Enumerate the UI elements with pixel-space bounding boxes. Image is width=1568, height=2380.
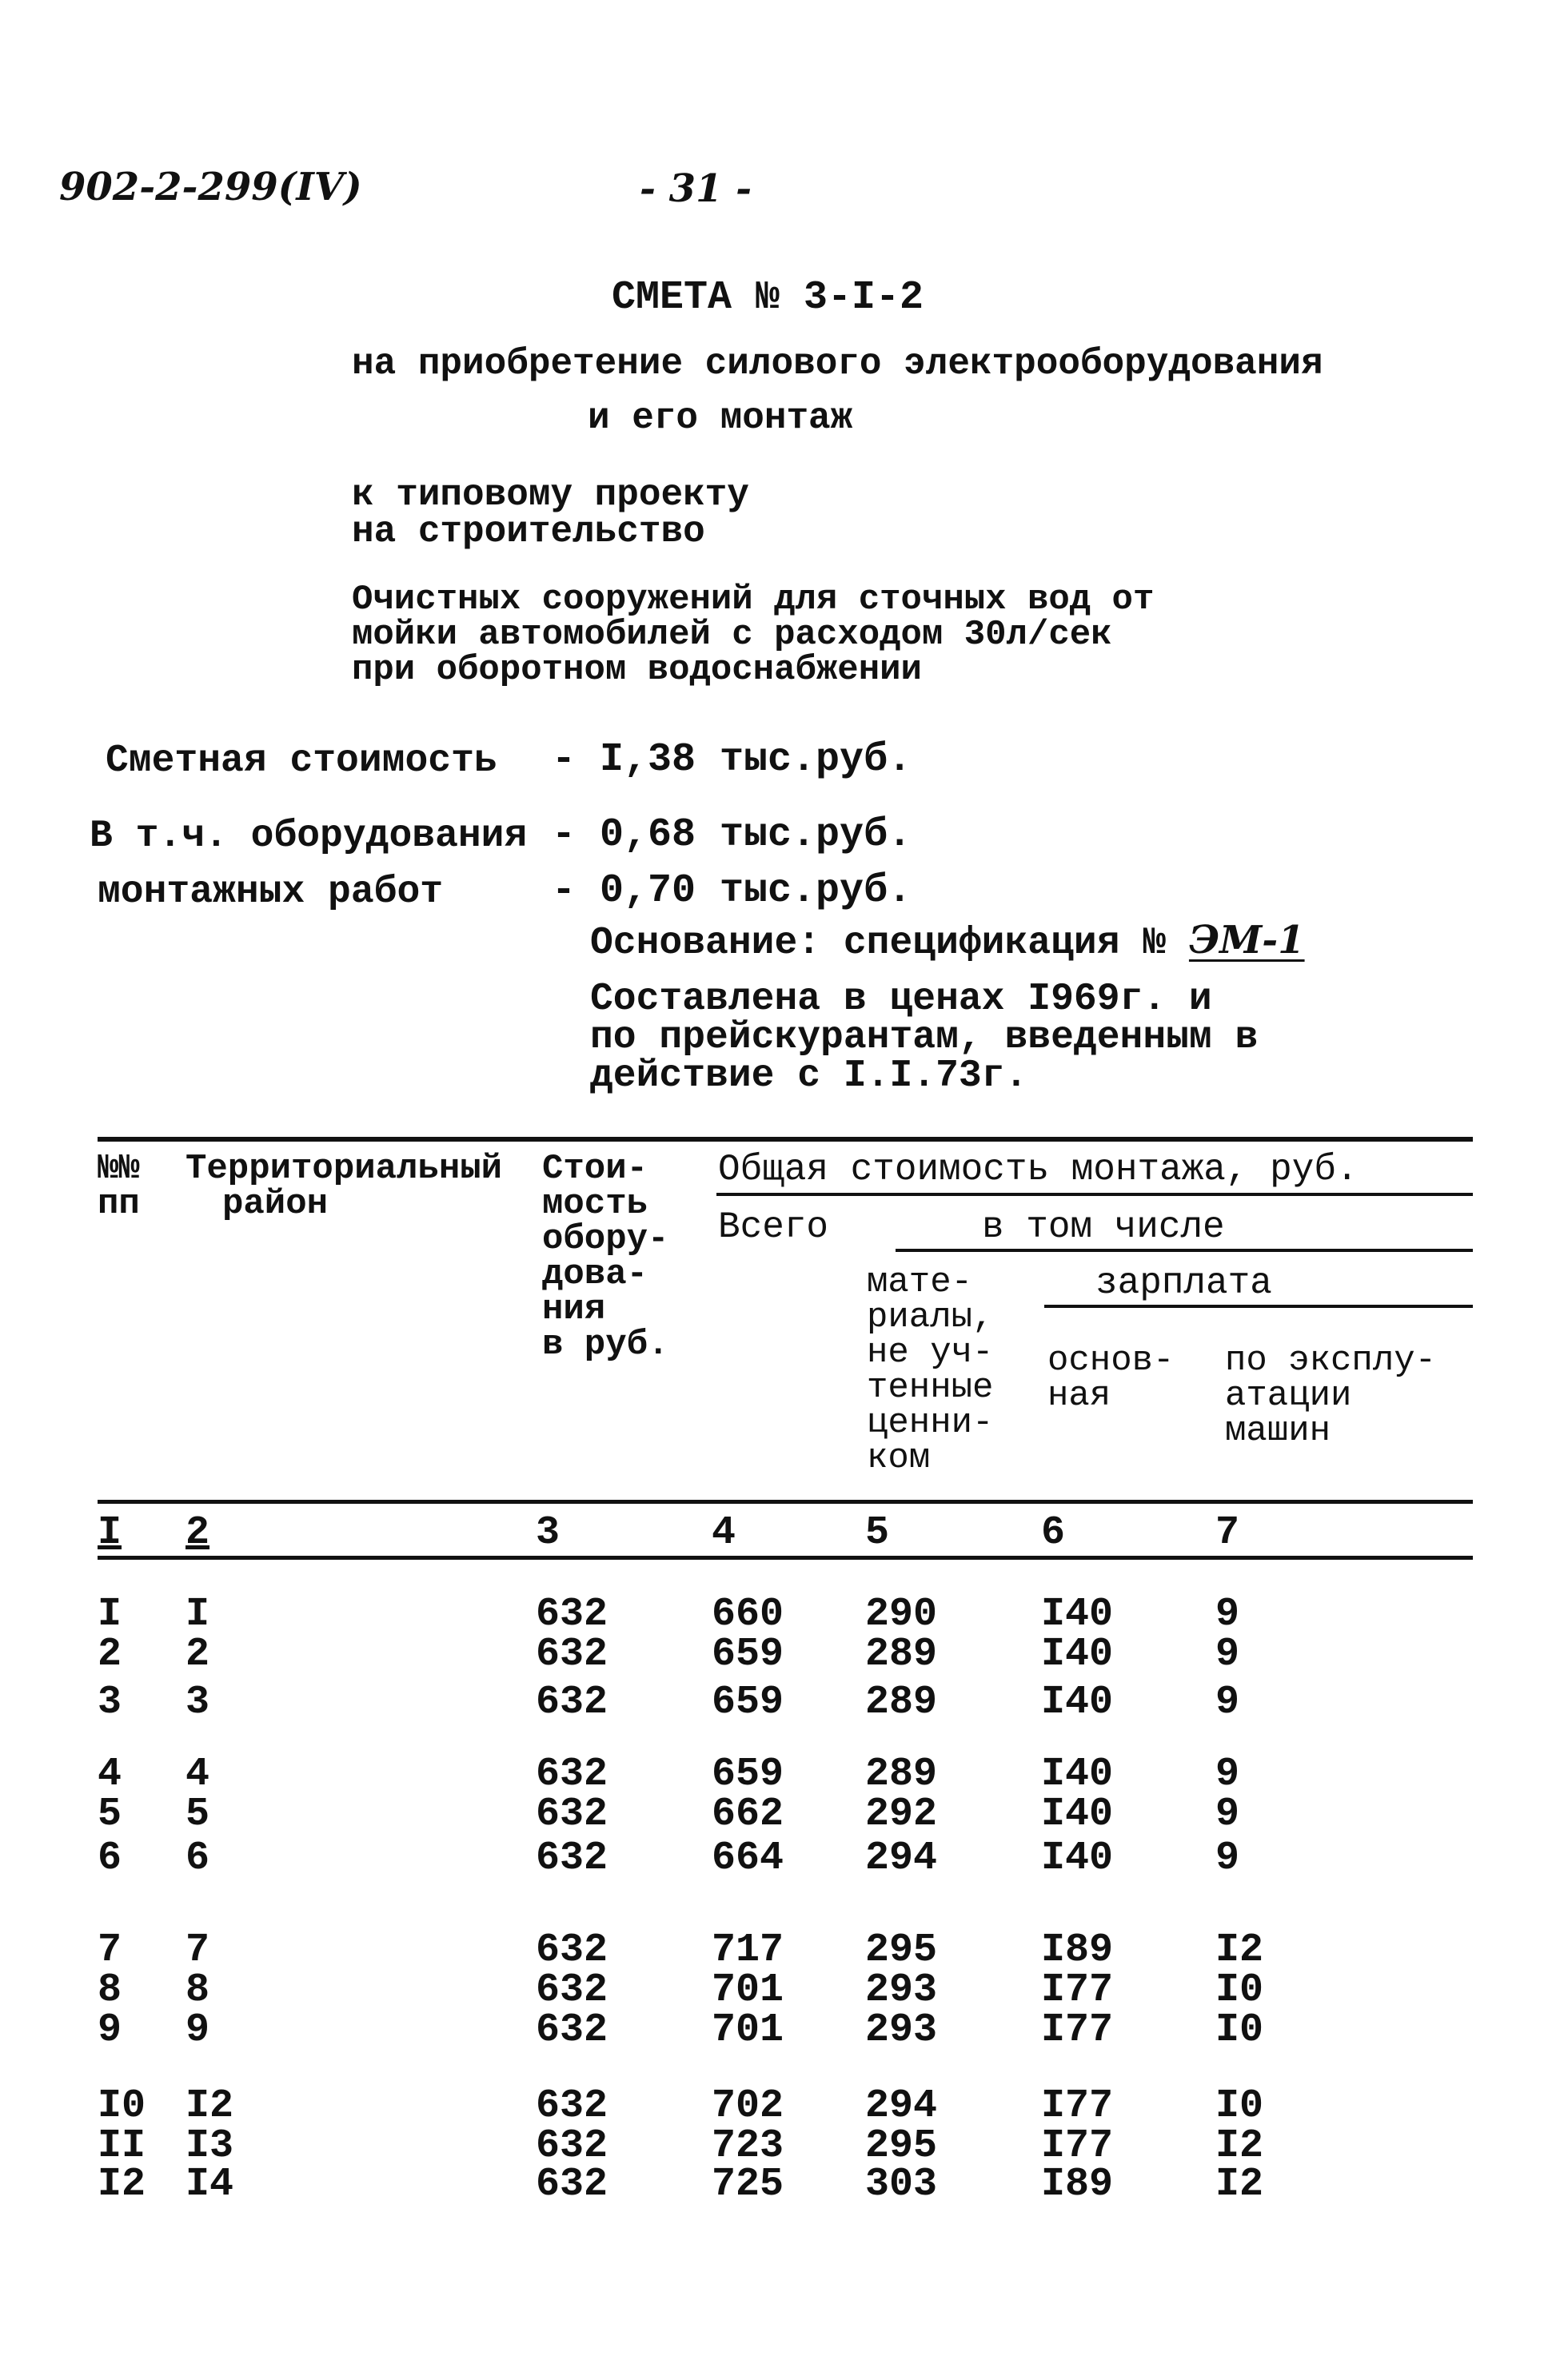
- equipment-cost-label: В т.ч. оборудования: [90, 815, 528, 858]
- table-cell: I77: [1041, 2007, 1114, 2053]
- table-cell: 632: [536, 1752, 608, 1797]
- table-cell: 8: [98, 1967, 122, 2013]
- table-cell: 725: [712, 2162, 784, 2207]
- page-number: - 31 -: [640, 166, 752, 211]
- table-cell: 632: [536, 1967, 608, 2013]
- table-cell: 289: [865, 1680, 938, 1725]
- installation-cost-label: монтажных работ: [98, 871, 444, 914]
- table-cell: 5: [98, 1792, 122, 1837]
- table-cell: 295: [865, 2123, 938, 2169]
- table-cell: 702: [712, 2083, 784, 2129]
- basis-line4: действие с I.I.73г.: [590, 1054, 1028, 1098]
- table-cell: I4: [186, 2162, 234, 2207]
- project-reference: [352, 476, 749, 550]
- table-cell: 292: [865, 1792, 938, 1837]
- column-number-6: 6: [1041, 1510, 1066, 1556]
- table-cell: 303: [865, 2162, 938, 2207]
- object-line3: при оборотном водоснабжении: [352, 650, 922, 690]
- table-cell: 9: [1215, 1752, 1240, 1797]
- table-cell: I40: [1041, 1680, 1114, 1725]
- object-description: [352, 582, 1154, 688]
- total-cost-label: Сметная стоимость: [106, 740, 497, 783]
- basis-line1: [590, 918, 1305, 965]
- table-cell: 289: [865, 1632, 938, 1677]
- table-cell: 9: [98, 2007, 122, 2053]
- table-cell: 723: [712, 2123, 784, 2169]
- rule-below-col-numbers: [98, 1556, 1473, 1560]
- header-num: №№ пп: [98, 1149, 140, 1224]
- basis-details: [590, 978, 1259, 1098]
- table-cell: 659: [712, 1632, 784, 1677]
- table-cell: I77: [1041, 1967, 1114, 2013]
- table-cell: 9: [1215, 1680, 1240, 1725]
- table-cell: 9: [1215, 1592, 1240, 1637]
- table-cell: I: [98, 1592, 122, 1637]
- header-salary: зарплата: [1095, 1262, 1272, 1304]
- table-cell: I2: [98, 2162, 146, 2207]
- basis-line3: по прейскурантам, введенным в: [590, 1016, 1259, 1059]
- table-cell: I0: [98, 2083, 146, 2129]
- rule-under-including: [896, 1249, 1473, 1252]
- estimate-subject-line1: на приобретение силового электрооборудования: [352, 343, 1323, 385]
- estimate-subject-line2: и его монтаж: [588, 397, 853, 439]
- object-line2: мойки автомобилей с расходом 30л/сек: [352, 615, 1112, 655]
- table-cell: 632: [536, 1792, 608, 1837]
- table-cell: I40: [1041, 1836, 1114, 1881]
- table-cell: I0: [1215, 2007, 1264, 2053]
- table-cell: I77: [1041, 2083, 1114, 2129]
- header-all: Всего: [718, 1206, 829, 1248]
- table-cell: 2: [186, 1632, 210, 1677]
- table-cell: 664: [712, 1836, 784, 1881]
- object-line1: Очистных сооружений для сточных вод от: [352, 580, 1155, 620]
- table-top-rule: [98, 1137, 1473, 1142]
- table-cell: 9: [1215, 1792, 1240, 1837]
- table-cell: 4: [98, 1752, 122, 1797]
- table-cell: 659: [712, 1752, 784, 1797]
- equipment-cost-value: - 0,68 тыс.руб.: [552, 812, 912, 858]
- document-code: 902-2-299(IV): [59, 165, 362, 209]
- table-cell: I2: [186, 2083, 234, 2129]
- table-cell: 9: [186, 2007, 210, 2053]
- table-cell: 632: [536, 1836, 608, 1881]
- header-equipment-cost: Стои- мость обору- дова- ния в руб.: [542, 1149, 669, 1365]
- table-cell: I40: [1041, 1632, 1114, 1677]
- table-cell: 632: [536, 2007, 608, 2053]
- header-machine-operation: по эксплу- атации машин: [1225, 1341, 1437, 1451]
- header-total-installation: Общая стоимость монтажа, руб.: [718, 1149, 1359, 1190]
- table-cell: 9: [1215, 1632, 1240, 1677]
- table-cell: 293: [865, 2007, 938, 2053]
- table-cell: 632: [536, 1632, 608, 1677]
- table-cell: 3: [186, 1680, 210, 1725]
- column-number-4: 4: [712, 1510, 736, 1556]
- table-cell: 8: [186, 1967, 210, 2013]
- header-basic-salary: основ- ная: [1047, 1341, 1175, 1416]
- header-materials: мате- риалы, не уч- тенные ценни- ком: [867, 1262, 994, 1478]
- table-cell: 2: [98, 1632, 122, 1677]
- table-cell: 662: [712, 1792, 784, 1837]
- column-number-7: 7: [1215, 1510, 1240, 1556]
- table-cell: 290: [865, 1592, 938, 1637]
- table-cell: 4: [186, 1752, 210, 1797]
- table-cell: I89: [1041, 1928, 1114, 1973]
- rule-above-col-numbers: [98, 1500, 1473, 1504]
- table-cell: I77: [1041, 2123, 1114, 2169]
- installation-cost-value: - 0,70 тыс.руб.: [552, 868, 912, 914]
- table-cell: I40: [1041, 1592, 1114, 1637]
- table-cell: 632: [536, 1928, 608, 1973]
- table-cell: 293: [865, 1967, 938, 2013]
- table-cell: 294: [865, 1836, 938, 1881]
- table-cell: 632: [536, 1680, 608, 1725]
- column-number-1: I: [98, 1510, 122, 1556]
- table-cell: 717: [712, 1928, 784, 1973]
- table-cell: 632: [536, 2123, 608, 2169]
- table-cell: 660: [712, 1592, 784, 1637]
- estimate-heading: СМЕТА № 3-I-2: [612, 275, 924, 321]
- basis-text: Основание: спецификация №: [590, 922, 1167, 965]
- table-cell: I2: [1215, 1928, 1264, 1973]
- table-cell: 701: [712, 2007, 784, 2053]
- table-cell: I2: [1215, 2162, 1264, 2207]
- column-number-3: 3: [536, 1510, 561, 1556]
- project-line2: на строительство: [352, 511, 705, 552]
- table-cell: 6: [186, 1836, 210, 1881]
- table-cell: 9: [1215, 1836, 1240, 1881]
- column-number-2: 2: [186, 1510, 210, 1556]
- rule-under-total: [716, 1193, 1473, 1196]
- table-cell: 632: [536, 1592, 608, 1637]
- project-line1: к типовому проекту: [352, 474, 749, 516]
- header-region: Территориальный район: [186, 1149, 503, 1224]
- table-cell: 5: [186, 1792, 210, 1837]
- table-cell: I0: [1215, 2083, 1264, 2129]
- table-cell: 701: [712, 1967, 784, 2013]
- table-cell: I40: [1041, 1792, 1114, 1837]
- table-cell: I89: [1041, 2162, 1114, 2207]
- table-cell: 632: [536, 2083, 608, 2129]
- table-cell: 7: [186, 1928, 210, 1973]
- table-cell: I2: [1215, 2123, 1264, 2169]
- table-cell: I40: [1041, 1752, 1114, 1797]
- table-cell: I: [186, 1592, 210, 1637]
- table-cell: 632: [536, 2162, 608, 2207]
- total-cost-value: - I,38 тыс.руб.: [552, 737, 912, 783]
- basis-line2: Составлена в ценах I969г. и: [590, 978, 1212, 1021]
- table-cell: 3: [98, 1680, 122, 1725]
- table-cell: 295: [865, 1928, 938, 1973]
- table-cell: 6: [98, 1836, 122, 1881]
- rule-under-salary: [1044, 1305, 1473, 1308]
- table-cell: I0: [1215, 1967, 1264, 2013]
- column-number-5: 5: [865, 1510, 890, 1556]
- table-cell: 659: [712, 1680, 784, 1725]
- table-cell: I3: [186, 2123, 234, 2169]
- table-cell: 289: [865, 1752, 938, 1797]
- specification-reference: ЭМ-1: [1188, 918, 1305, 963]
- table-cell: 294: [865, 2083, 938, 2129]
- table-cell: II: [98, 2123, 146, 2169]
- table-cell: 7: [98, 1928, 122, 1973]
- header-including: в том числе: [982, 1206, 1225, 1248]
